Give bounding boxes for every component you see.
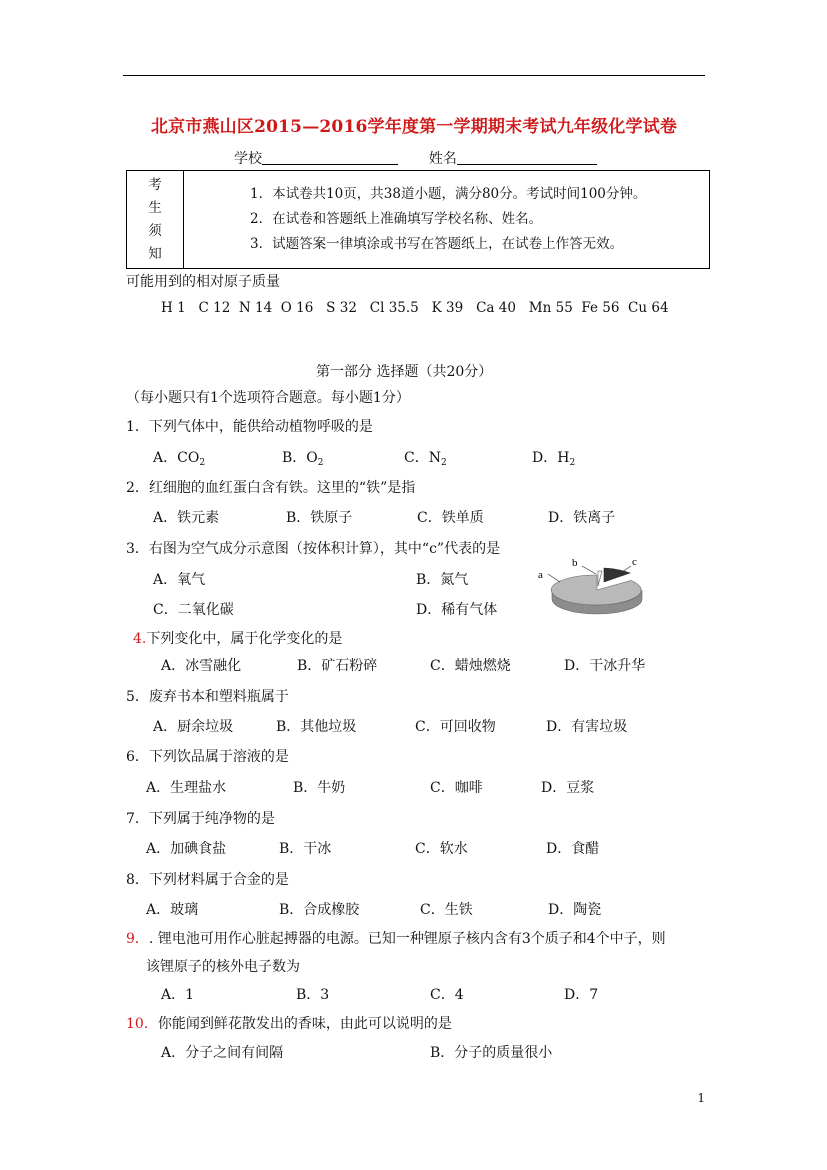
question-text: 你能闻到鲜花散发出的香味，由此可以说明的是 xyxy=(157,1016,452,1032)
question-2 xyxy=(126,477,415,497)
leader-line-b xyxy=(582,566,596,574)
option-2b[interactable]: B．铁原子 xyxy=(286,510,353,526)
option-9c[interactable]: C．4 xyxy=(430,987,464,1003)
option-2a[interactable]: A．铁元素 xyxy=(153,510,220,526)
option-1d[interactable]: D．$H_2$ xyxy=(532,450,576,468)
question-number: 8． xyxy=(126,872,149,888)
question-number: 9． xyxy=(126,931,149,947)
option-2d[interactable]: D．铁离子 xyxy=(548,510,616,526)
option-3c[interactable]: C．二氧化碳 xyxy=(153,602,234,618)
pie-slice-a xyxy=(551,575,641,605)
section-heading: 第一部分 选择题（共20分） xyxy=(316,364,493,380)
notice-header-char: 知 xyxy=(148,245,162,262)
question-5 xyxy=(126,686,289,706)
option-1c[interactable]: C．$N_2$ xyxy=(404,450,447,468)
leader-line-c xyxy=(622,566,631,572)
option-4a[interactable]: A．冰雪融化 xyxy=(161,658,242,674)
name-label: 姓名 xyxy=(428,151,457,167)
option-8c[interactable]: C．生铁 xyxy=(420,902,473,918)
option-1b[interactable]: B．$O_2$ xyxy=(282,450,324,468)
option-4d[interactable]: D．干冰升华 xyxy=(564,658,646,674)
question-1 xyxy=(126,416,373,436)
question-number: 5． xyxy=(126,689,149,705)
school-blank[interactable] xyxy=(262,150,398,165)
question-number: 7． xyxy=(126,811,149,827)
option-9b[interactable]: B．3 xyxy=(296,987,330,1003)
question-7 xyxy=(126,808,275,828)
notice-items xyxy=(184,171,710,269)
notice-item-1: 1．本试卷共10页，共38道小题，满分80分。考试时间100分钟。 xyxy=(250,186,647,202)
option-9a[interactable]: A．1 xyxy=(161,987,195,1003)
student-info-row xyxy=(234,148,597,168)
question-number: 2． xyxy=(126,480,149,496)
school-label: 学校 xyxy=(234,151,262,167)
question-6 xyxy=(126,746,289,766)
option-8b[interactable]: B．合成橡胶 xyxy=(279,902,360,918)
option-3b[interactable]: B．氮气 xyxy=(416,572,469,588)
question-number: 1． xyxy=(126,419,149,435)
option-7d[interactable]: D．食醋 xyxy=(546,841,600,857)
question-text: 下列属于纯净物的是 xyxy=(148,811,275,827)
exam-title: 北京市燕山区2015—2016学年度第一学期期末考试九年级化学试卷 xyxy=(150,117,678,137)
option-8d[interactable]: D．陶瓷 xyxy=(548,902,602,918)
question-8 xyxy=(126,869,289,889)
pie-slice-c xyxy=(604,568,630,582)
pie-label-a: a xyxy=(538,569,543,581)
option-5c[interactable]: C．可回收物 xyxy=(415,719,496,735)
option-5a[interactable]: A．厨余垃圾 xyxy=(153,719,234,735)
question-text: 废弃书本和塑料瓶属于 xyxy=(148,689,289,705)
option-9d[interactable]: D．7 xyxy=(564,987,599,1003)
exam-notice-table xyxy=(126,170,710,269)
question-text: 下列变化中，属于化学变化的是 xyxy=(146,631,343,647)
section-instruction: （每小题只有1个选项符合题意。每小题1分） xyxy=(126,390,410,406)
question-text: 下列材料属于合金的是 xyxy=(148,872,289,888)
question-text: 下列气体中，能供给动植物呼吸的是 xyxy=(148,419,373,435)
atomic-mass-label: 可能用到的相对原子质量 xyxy=(126,274,280,290)
pie-slice-b xyxy=(598,571,602,586)
leader-line-a xyxy=(548,574,560,582)
option-7a[interactable]: A．加碘食盐 xyxy=(146,841,227,857)
air-composition-pie-figure xyxy=(534,552,644,624)
option-10b[interactable]: B．分子的质量很小 xyxy=(430,1045,553,1061)
question-9 xyxy=(126,928,666,948)
option-7c[interactable]: C．软水 xyxy=(415,841,468,857)
header-rule xyxy=(123,75,705,76)
option-6d[interactable]: D．豆浆 xyxy=(541,780,595,796)
question-text: 下列饮品属于溶液的是 xyxy=(148,749,289,765)
atomic-mass-list: H 1 C 12 N 14 O 16 S 32 Cl 35.5 K 39 Ca 40 Mn 55 Fe 56 Cu 64 xyxy=(161,300,669,316)
name-blank[interactable] xyxy=(457,150,597,165)
notice-item-2: 2．在试卷和答题纸上准确填写学校名称、姓名。 xyxy=(250,211,543,227)
pie-label-c: c xyxy=(632,556,637,568)
notice-header-char: 考 xyxy=(148,176,162,193)
option-7b[interactable]: B．干冰 xyxy=(279,841,332,857)
option-3d[interactable]: D．稀有气体 xyxy=(416,602,498,618)
notice-item-3: 3．试题答案一律填涂或书写在答题纸上，在试卷上作答无效。 xyxy=(250,236,624,252)
option-4c[interactable]: C．蜡烛燃烧 xyxy=(430,658,511,674)
question-number: 6． xyxy=(126,749,149,765)
question-text: 右图为空气成分示意图（按体积计算），其中“c”代表的是 xyxy=(148,541,501,557)
option-6a[interactable]: A．生理盐水 xyxy=(146,780,227,796)
option-6c[interactable]: C．咖啡 xyxy=(430,780,483,796)
question-number: 4. xyxy=(133,631,147,647)
page-number: 1 xyxy=(697,1091,705,1105)
option-8a[interactable]: A．玻璃 xyxy=(146,902,199,918)
option-6b[interactable]: B．牛奶 xyxy=(293,780,346,796)
option-5d[interactable]: D．有害垃圾 xyxy=(546,719,628,735)
option-1a[interactable]: A．$CO_2$ xyxy=(153,450,206,468)
notice-header-char: 须 xyxy=(148,222,162,239)
option-2c[interactable]: C．铁单质 xyxy=(417,510,484,526)
option-10a[interactable]: A．分子之间有间隔 xyxy=(161,1045,284,1061)
question-3 xyxy=(126,538,500,558)
notice-header xyxy=(127,171,184,269)
option-4b[interactable]: B．矿石粉碎 xyxy=(297,658,378,674)
question-number: 3． xyxy=(126,541,149,557)
option-3a[interactable]: A．氧气 xyxy=(153,572,206,588)
question-text: . 锂电池可用作心脏起搏器的电源。已知一种锂原子核内含有3个质子和4个中子，则 xyxy=(148,931,666,947)
question-9-continued: 该锂原子的核外电子数为 xyxy=(146,959,300,975)
notice-header-char: 生 xyxy=(148,199,162,216)
pie-label-b: b xyxy=(572,557,578,569)
question-10 xyxy=(126,1013,452,1033)
question-text: 红细胞的血红蛋白含有铁。这里的“铁”是指 xyxy=(148,480,416,496)
question-4 xyxy=(133,628,342,648)
question-number: 10． xyxy=(126,1016,158,1032)
option-5b[interactable]: B．其他垃圾 xyxy=(276,719,357,735)
